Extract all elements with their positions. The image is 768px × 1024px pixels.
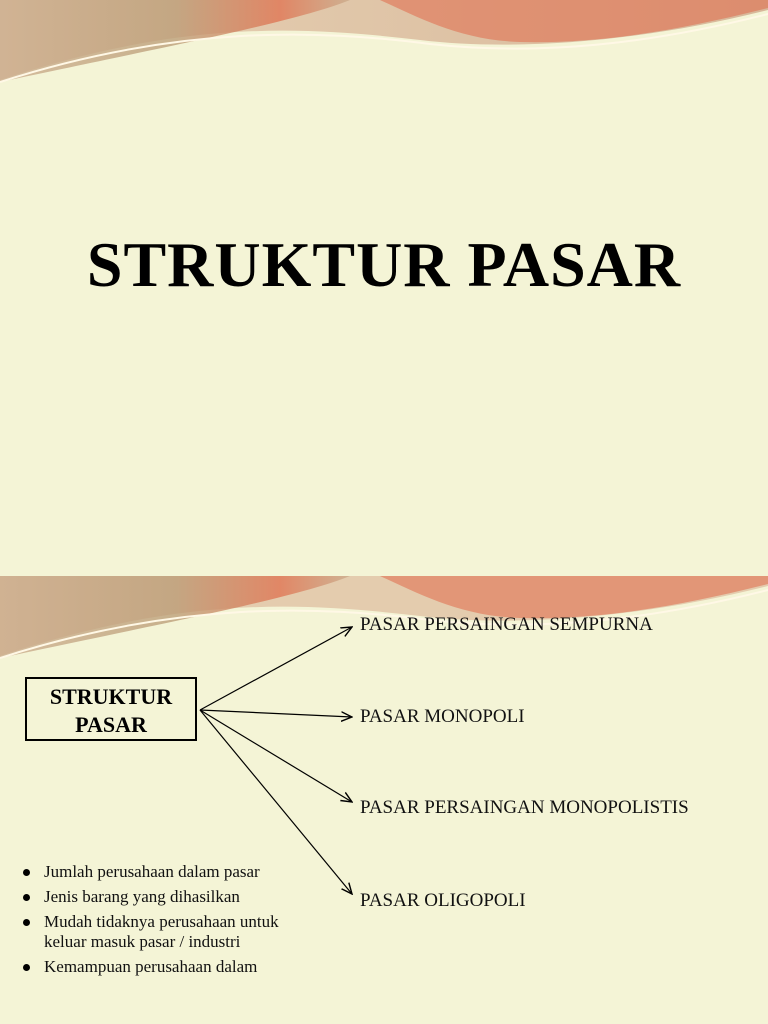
structure-box-line1: STRUKTUR [49,684,173,709]
list-item: Jumlah perusahaan dalam pasar [20,862,320,882]
arrow-to-type-3 [200,710,352,802]
market-type-1: PASAR PERSAINGAN SEMPURNA [360,614,653,635]
arrow-to-type-2 [200,710,352,717]
market-type-3: PASAR PERSAINGAN MONOPOLISTIS [360,797,689,818]
list-item: Mudah tidaknya perusahaan untuk keluar masuk pasar / industri [20,912,320,952]
slide-market-structure [0,576,768,1024]
market-type-2: PASAR MONOPOLI [360,706,525,727]
market-type-4: PASAR OLIGOPOLI [360,890,526,911]
decorative-wave [0,0,768,100]
arrow-to-type-1 [200,627,352,710]
structure-box [25,677,197,741]
list-item: Kemampuan perusahaan dalam [20,957,320,977]
list-item: Jenis barang yang dihasilkan [20,887,320,907]
slide-gap [0,512,768,576]
structure-box-line2: PASAR [75,712,147,737]
slide-title-text: STRUKTUR PASAR [86,229,682,300]
criteria-list [20,862,320,982]
